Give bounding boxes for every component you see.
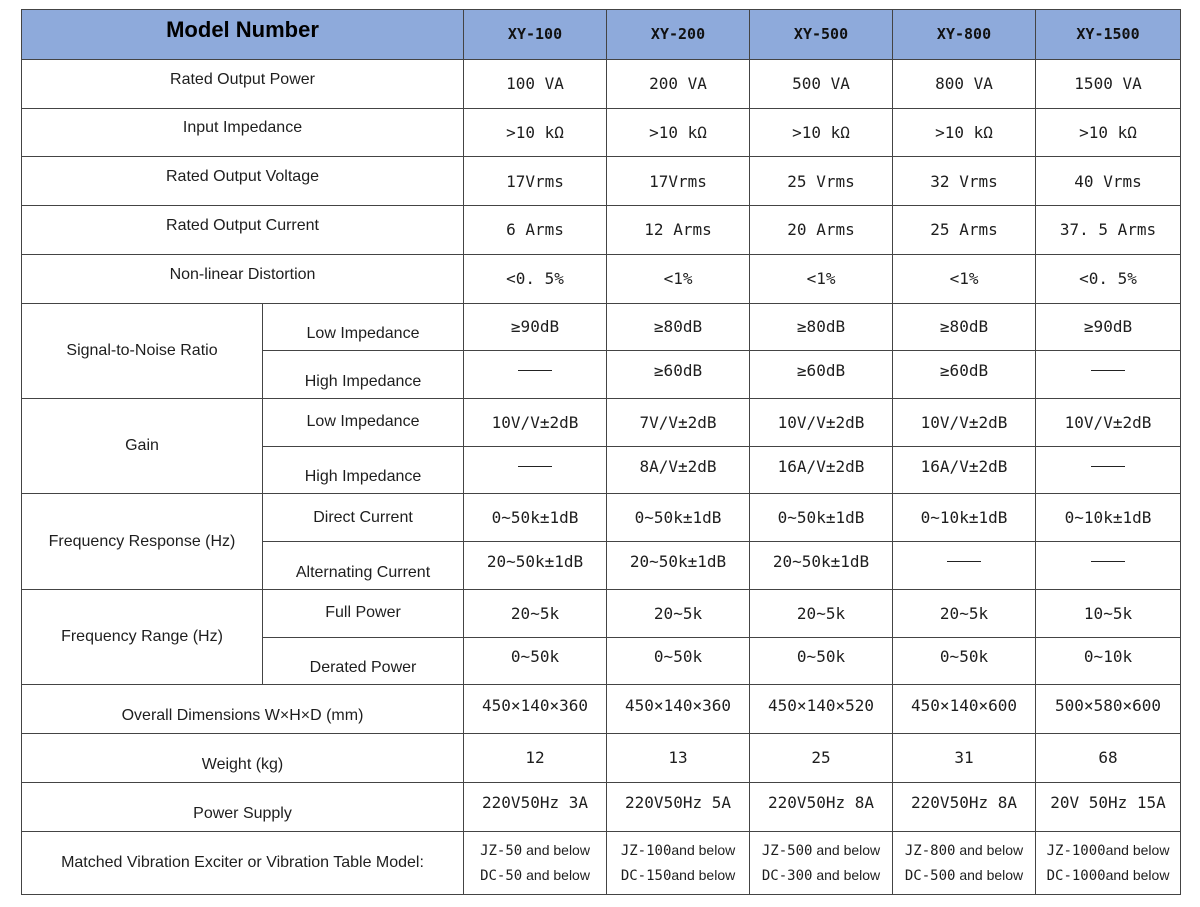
empty-cell [1036, 446, 1181, 494]
group-label: Gain [22, 398, 263, 493]
spec-cell: 450×140×600 [893, 685, 1036, 734]
spec-cell: 450×140×360 [607, 685, 750, 734]
spec-cell: 220V50Hz 8A [750, 782, 893, 831]
matched-model-row [22, 831, 1181, 894]
spec-cell: 0~50k±1dB [750, 494, 893, 542]
header-row [22, 10, 1181, 60]
rated-output-power-row [22, 59, 1181, 108]
row-label: Power Supply [22, 782, 464, 831]
model-header: XY-800 [893, 10, 1036, 60]
matched-cell: JZ-1000and below DC-1000and below [1036, 831, 1181, 894]
spec-cell: >10 kΩ [464, 108, 607, 157]
spec-cell: 40 Vrms [1036, 157, 1181, 206]
spec-cell: 25 [750, 734, 893, 783]
spec-cell: 7V/V±2dB [607, 398, 750, 446]
sub-label: Full Power [263, 589, 464, 637]
spec-cell: 0~50k±1dB [464, 494, 607, 542]
empty-cell [464, 446, 607, 494]
spec-cell: 20~5k [750, 589, 893, 637]
spec-cell: 800 VA [893, 59, 1036, 108]
spec-cell: 10V/V±2dB [750, 398, 893, 446]
spec-cell: 20~50k±1dB [607, 542, 750, 590]
spec-cell: ≥60dB [893, 351, 1036, 399]
group-label: Frequency Response (Hz) [22, 494, 263, 589]
snr-low-row [22, 303, 1181, 351]
spec-cell: 20~50k±1dB [750, 542, 893, 590]
empty-cell [1036, 542, 1181, 590]
spec-cell: 20 Arms [750, 206, 893, 255]
matched-cell: JZ-800 and below DC-500 and below [893, 831, 1036, 894]
empty-cell [1036, 351, 1181, 399]
spec-cell: 1500 VA [1036, 59, 1181, 108]
spec-cell: 0~50k [893, 637, 1036, 685]
spec-cell: <1% [893, 254, 1036, 303]
spec-cell: 0~50k [464, 637, 607, 685]
spec-cell: ≥80dB [750, 303, 893, 351]
spec-cell: 68 [1036, 734, 1181, 783]
spec-cell: 450×140×360 [464, 685, 607, 734]
spec-cell: <1% [750, 254, 893, 303]
spec-cell: 0~50k [750, 637, 893, 685]
spec-cell: 0~10k [1036, 637, 1181, 685]
spec-cell: 17Vrms [464, 157, 607, 206]
spec-cell: 17Vrms [607, 157, 750, 206]
matched-cell: JZ-50 and below DC-50 and below [464, 831, 607, 894]
spec-cell: 10~5k [1036, 589, 1181, 637]
nonlinear-distortion-row [22, 254, 1181, 303]
row-label: Input Impedance [22, 108, 464, 157]
spec-cell: 200 VA [607, 59, 750, 108]
spec-cell: 20~5k [464, 589, 607, 637]
spec-cell: 13 [607, 734, 750, 783]
matched-cell: JZ-100and below DC-150and below [607, 831, 750, 894]
dash-mark [947, 561, 981, 562]
spec-cell: 220V50Hz 8A [893, 782, 1036, 831]
spec-cell: ≥90dB [1036, 303, 1181, 351]
spec-cell: <0. 5% [1036, 254, 1181, 303]
dash-mark [1091, 466, 1125, 467]
spec-cell: >10 kΩ [750, 108, 893, 157]
row-label: Matched Vibration Exciter or Vibration Table Model: [22, 831, 464, 894]
spec-cell: 6 Arms [464, 206, 607, 255]
group-label: Signal-to-Noise Ratio [22, 303, 263, 398]
power-supply-row [22, 782, 1181, 831]
row-label: Overall Dimensions W×H×D (mm) [22, 685, 464, 734]
spec-cell: ≥60dB [607, 351, 750, 399]
spec-cell: 0~10k±1dB [893, 494, 1036, 542]
spec-cell: 20~5k [893, 589, 1036, 637]
model-header: XY-100 [464, 10, 607, 60]
spec-cell: 8A/V±2dB [607, 446, 750, 494]
spec-cell: ≥80dB [607, 303, 750, 351]
dash-mark [1091, 370, 1125, 371]
spec-cell: >10 kΩ [607, 108, 750, 157]
spec-cell: 10V/V±2dB [464, 398, 607, 446]
spec-cell: 16A/V±2dB [893, 446, 1036, 494]
model-number-header: Model Number [22, 10, 464, 60]
spec-cell: 12 [464, 734, 607, 783]
spec-table [21, 9, 1181, 895]
spec-cell: ≥60dB [750, 351, 893, 399]
spec-cell: 100 VA [464, 59, 607, 108]
spec-cell: 10V/V±2dB [1036, 398, 1181, 446]
freq-response-dc-row [22, 494, 1181, 542]
spec-cell: >10 kΩ [1036, 108, 1181, 157]
spec-cell: 500 VA [750, 59, 893, 108]
spec-cell: 20~5k [607, 589, 750, 637]
spec-cell: 31 [893, 734, 1036, 783]
sub-label: Alternating Current [263, 542, 464, 590]
spec-cell: 20V 50Hz 15A [1036, 782, 1181, 831]
weight-row [22, 734, 1181, 783]
matched-cell: JZ-500 and below DC-300 and below [750, 831, 893, 894]
dimensions-row [22, 685, 1181, 734]
spec-cell: 16A/V±2dB [750, 446, 893, 494]
spec-cell: 0~10k±1dB [1036, 494, 1181, 542]
rated-output-current-row [22, 206, 1181, 255]
group-label: Frequency Range (Hz) [22, 589, 263, 684]
dash-mark [518, 466, 552, 467]
rated-output-voltage-row [22, 157, 1181, 206]
row-label: Rated Output Power [22, 59, 464, 108]
spec-cell: 20~50k±1dB [464, 542, 607, 590]
spec-cell: 500×580×600 [1036, 685, 1181, 734]
row-label: Rated Output Voltage [22, 157, 464, 206]
spec-cell: ≥80dB [893, 303, 1036, 351]
sub-label: Low Impedance [263, 303, 464, 351]
row-label: Weight (kg) [22, 734, 464, 783]
spec-cell: 450×140×520 [750, 685, 893, 734]
spec-cell: >10 kΩ [893, 108, 1036, 157]
spec-cell: 32 Vrms [893, 157, 1036, 206]
spec-cell: 0~50k±1dB [607, 494, 750, 542]
gain-low-row [22, 398, 1181, 446]
input-impedance-row [22, 108, 1181, 157]
model-header: XY-1500 [1036, 10, 1181, 60]
dash-mark [518, 370, 552, 371]
empty-cell [893, 542, 1036, 590]
sub-label: Derated Power [263, 637, 464, 685]
sub-label: Low Impedance [263, 398, 464, 446]
freq-range-full-row [22, 589, 1181, 637]
sub-label: High Impedance [263, 351, 464, 399]
spec-cell: 220V50Hz 5A [607, 782, 750, 831]
spec-cell: 0~50k [607, 637, 750, 685]
dash-mark [1091, 561, 1125, 562]
model-header: XY-200 [607, 10, 750, 60]
spec-cell: ≥90dB [464, 303, 607, 351]
row-label: Non-linear Distortion [22, 254, 464, 303]
model-header: XY-500 [750, 10, 893, 60]
sub-label: High Impedance [263, 446, 464, 494]
spec-cell: <0. 5% [464, 254, 607, 303]
spec-cell: 37. 5 Arms [1036, 206, 1181, 255]
spec-cell: 12 Arms [607, 206, 750, 255]
row-label: Rated Output Current [22, 206, 464, 255]
spec-cell: 25 Arms [893, 206, 1036, 255]
sub-label: Direct Current [263, 494, 464, 542]
spec-cell: <1% [607, 254, 750, 303]
spec-cell: 220V50Hz 3A [464, 782, 607, 831]
empty-cell [464, 351, 607, 399]
spec-cell: 25 Vrms [750, 157, 893, 206]
spec-cell: 10V/V±2dB [893, 398, 1036, 446]
